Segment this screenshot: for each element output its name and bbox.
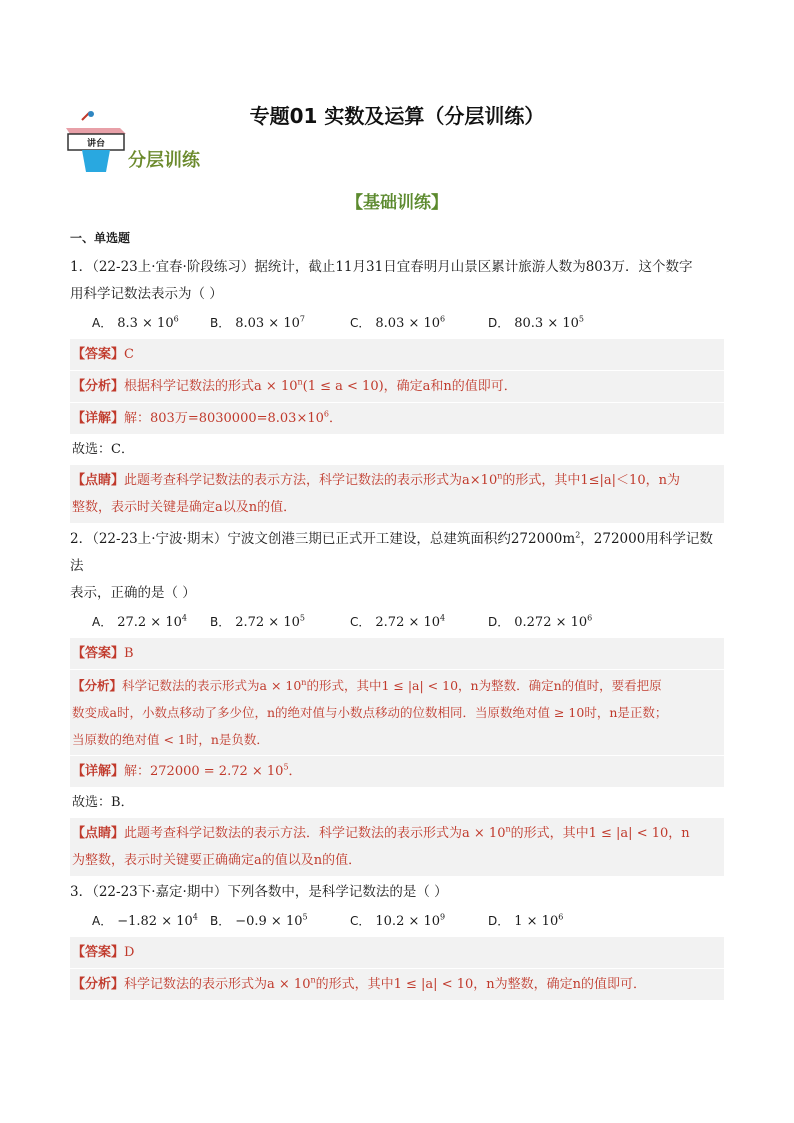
q1-options [70, 308, 724, 339]
q3-option-d: D． $1 \times 10^6$ [488, 912, 564, 929]
q1-detail: 【详解】解：803万$=8030000=8.03\times 10^6$． [70, 403, 724, 435]
q2-options [70, 607, 724, 638]
q1-answer: 【答案】C [70, 339, 724, 371]
q1-comment: 【点睛】此题考查科学记数法的表示方法，科学记数法的表示形式为$a\times 10^n$的形式，其中1≤|a|＜10，n为 整数，表示时关键是确定a以及n的值． [70, 465, 724, 524]
section-title: 【基础训练】 [346, 193, 448, 213]
q1-analysis: 【分析】根据科学记数法的形式$a \times 10^n(1 \le a < 10)$，确定a和n的值即可． [70, 371, 724, 403]
q3-answer: 【答案】D [70, 937, 724, 969]
logo-text: 讲台 [86, 139, 106, 149]
q2-detail: 【详解】解：$272000 = 2.72 \times 10^5$． [70, 756, 724, 788]
q2-option-b: B． $2.72 \times 10^5$ [210, 613, 305, 630]
q1-option-c: C． $8.03 \times 10^6$ [350, 314, 446, 331]
layer-training-label: 分层训练 [128, 150, 200, 171]
q1-option-a: A． $8.3 \times 10^6$ [92, 314, 179, 331]
q2-choice: 故选：B． [72, 795, 134, 810]
question-1 [70, 254, 724, 524]
q2-option-a: A． $27.2 \times 10^4$ [92, 613, 187, 630]
question-2 [70, 526, 724, 877]
q2-option-d: D． $0.272 \times 10^6$ [488, 613, 593, 630]
page-title: 专题01 实数及运算（分层训练） [249, 104, 545, 128]
q3-option-c: C． $10.2 \times 10^9$ [350, 912, 446, 929]
q2-comment: 【点睛】此题考查科学记数法的表示方法．科学记数法的表示形式为$a \times 10^n$的形式，其中1 ≤ |a| < 10，n 为整数，表示时关键要正确确定a的值以及n的值． [70, 818, 724, 877]
q3-option-a: A． $-1.82 \times 10^4$ [92, 912, 198, 929]
q3-options [70, 906, 724, 937]
q2-stem-line-1: 2．（22-23上·宁波·期末）宁波文创港三期已正式开工建设，总建筑面积约$272000m^2$，272000用科学记数法 [70, 530, 713, 574]
q1-stem-line-2: 用科学记数法表示为（ ） [70, 286, 223, 302]
q2-option-c: C． $2.72 \times 10^4$ [350, 613, 446, 630]
podium-logo-icon [60, 110, 130, 176]
q1-choice: 故选：C． [72, 442, 134, 457]
q1-option-d: D． $80.3 \times 10^5$ [488, 314, 584, 331]
q2-answer: 【答案】B [70, 638, 724, 670]
q3-option-b: B． $-0.9 \times 10^5$ [210, 912, 308, 929]
q1-option-b: B． $8.03 \times 10^7$ [210, 314, 305, 331]
q3-analysis: 【分析】科学记数法的表示形式为$a \times 10^n$的形式，其中1 ≤ |a| < 10，n为整数，确定n的值即可． [70, 969, 724, 1001]
q2-stem-line-2: 表示，正确的是（ ） [70, 585, 196, 601]
question-3 [70, 879, 724, 1001]
q3-stem: 3．（22-23下·嘉定·期中）下列各数中，是科学记数法的是（ ） [70, 884, 448, 900]
q1-stem-line-1: 1．（22-23上·宜春·阶段练习）据统计，截止11月31日宜春明月山景区累计旅游人数为803万．这个数字 [70, 259, 693, 275]
q2-analysis: 【分析】科学记数法的表示形式为$a \times 10^n$的形式，其中1 ≤ |a| < 10，n为整数．确定n的值时，要看把原 数变成a时，小数点移动了多少位，n的绝对值与小数点移动的位数相同．当原数绝对值 ≥ 10时，n是正数； 当原数的绝对值 < 1时，n是负数． [70, 670, 724, 756]
content-area [70, 228, 724, 1001]
part-title: 一、单选题 [70, 231, 131, 245]
